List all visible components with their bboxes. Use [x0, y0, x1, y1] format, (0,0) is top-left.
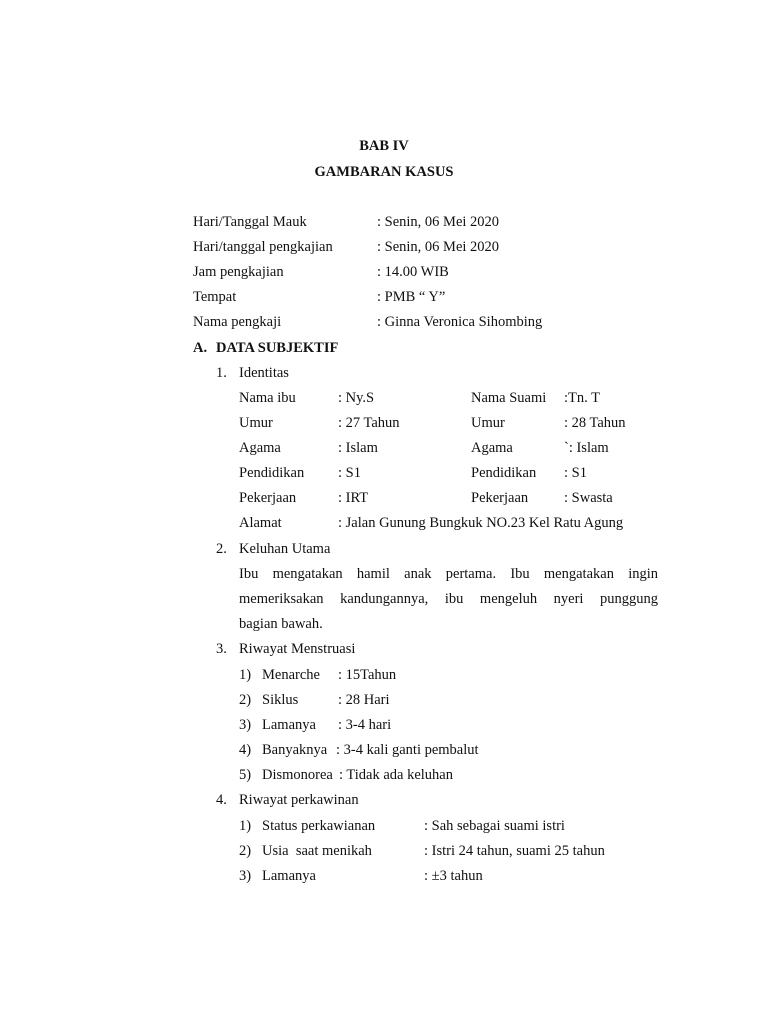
menstruasi-label: Siklus	[262, 692, 299, 708]
menstruasi-value: : 3-4 kali ganti pembalut	[336, 742, 479, 758]
item-number: 4.	[216, 792, 227, 808]
chapter-heading: BAB IV	[359, 138, 409, 154]
field-value: : Ginna Veronica Sihombing	[377, 314, 543, 330]
identitas-value: : Swasta	[564, 490, 613, 506]
identitas-title: Identitas	[239, 365, 289, 381]
subitem-number: 5)	[239, 767, 252, 783]
identitas-value: :Tn. T	[564, 390, 600, 406]
perkawinan-label: Usia saat menikah	[262, 843, 372, 859]
menstruasi-label: Menarche	[262, 667, 320, 683]
identitas-label: Agama	[471, 440, 513, 456]
subitem-number: 2)	[239, 692, 252, 708]
menstruasi-label: Dismonorea	[262, 767, 333, 783]
menstruasi-value: : 3-4 hari	[338, 717, 392, 733]
subitem-number: 2)	[239, 843, 252, 859]
identitas-label: Nama Suami	[471, 390, 547, 406]
identitas-value: : Islam	[338, 440, 378, 456]
keluhan-title: Keluhan Utama	[239, 541, 331, 557]
perkawinan-value: : Sah sebagai suami istri	[424, 818, 565, 834]
field-label: Hari/tanggal pengkajian	[193, 239, 333, 255]
perkawinan-value: : Istri 24 tahun, suami 25 tahun	[424, 843, 605, 859]
section-a-marker: A.	[193, 340, 208, 356]
menstruasi-label: Lamanya	[262, 717, 316, 733]
perkawinan-title: Riwayat perkawinan	[239, 792, 359, 808]
item-number: 3.	[216, 641, 227, 657]
keluhan-line: bagian bawah.	[239, 616, 323, 632]
subitem-number: 1)	[239, 818, 252, 834]
subitem-number: 3)	[239, 717, 252, 733]
perkawinan-label: Lamanya	[262, 868, 316, 884]
identitas-label: Pendidikan	[471, 465, 537, 481]
perkawinan-value: : ±3 tahun	[424, 868, 483, 884]
menstruasi-value: : Tidak ada keluhan	[339, 767, 453, 783]
field-label: Hari/Tanggal Mauk	[193, 214, 307, 230]
subitem-number: 3)	[239, 868, 252, 884]
field-label: Jam pengkajian	[193, 264, 284, 280]
keluhan-line: Ibu mengatakan hamil anak pertama. Ibu mengatakan ingin	[239, 566, 658, 582]
identitas-label: Nama ibu	[239, 390, 296, 406]
identitas-value: : 27 Tahun	[338, 415, 400, 431]
identitas-value: : S1	[338, 465, 361, 481]
identitas-value: `: Islam	[564, 440, 609, 456]
identitas-value: : 28 Tahun	[564, 415, 626, 431]
field-value: : Senin, 06 Mei 2020	[377, 239, 500, 255]
subitem-number: 1)	[239, 667, 252, 683]
field-value: : PMB “ Y”	[377, 289, 446, 305]
menstruasi-value: : 28 Hari	[338, 692, 390, 708]
identitas-label: Pekerjaan	[471, 490, 529, 506]
identitas-label: Umur	[471, 415, 505, 431]
item-number: 2.	[216, 541, 227, 557]
document-title: GAMBARAN KASUS	[314, 164, 454, 180]
field-value: : 14.00 WIB	[377, 264, 449, 280]
identitas-label: Umur	[239, 415, 273, 431]
item-number: 1.	[216, 365, 227, 381]
identitas-value: : S1	[564, 465, 587, 481]
field-label: Nama pengkaji	[193, 314, 282, 330]
identitas-label: Pekerjaan	[239, 490, 297, 506]
identitas-value: : IRT	[338, 490, 369, 506]
perkawinan-label: Status perkawianan	[262, 818, 376, 834]
identitas-value: : Ny.S	[338, 390, 375, 406]
identitas-label: Agama	[239, 440, 281, 456]
menstruasi-value: : 15Tahun	[338, 667, 397, 683]
identitas-label: Pendidikan	[239, 465, 305, 481]
section-a-title: DATA SUBJEKTIF	[216, 340, 339, 356]
field-label: Tempat	[193, 289, 237, 305]
keluhan-line: memeriksakan kandungannya, ibu mengeluh nyeri punggung	[239, 591, 658, 607]
field-value: : Senin, 06 Mei 2020	[377, 214, 500, 230]
alamat-label: Alamat	[239, 515, 282, 531]
subitem-number: 4)	[239, 742, 252, 758]
alamat-value: : Jalan Gunung Bungkuk NO.23 Kel Ratu Agung	[338, 515, 624, 531]
menstruasi-title: Riwayat Menstruasi	[239, 641, 356, 657]
menstruasi-label: Banyaknya	[262, 742, 328, 758]
